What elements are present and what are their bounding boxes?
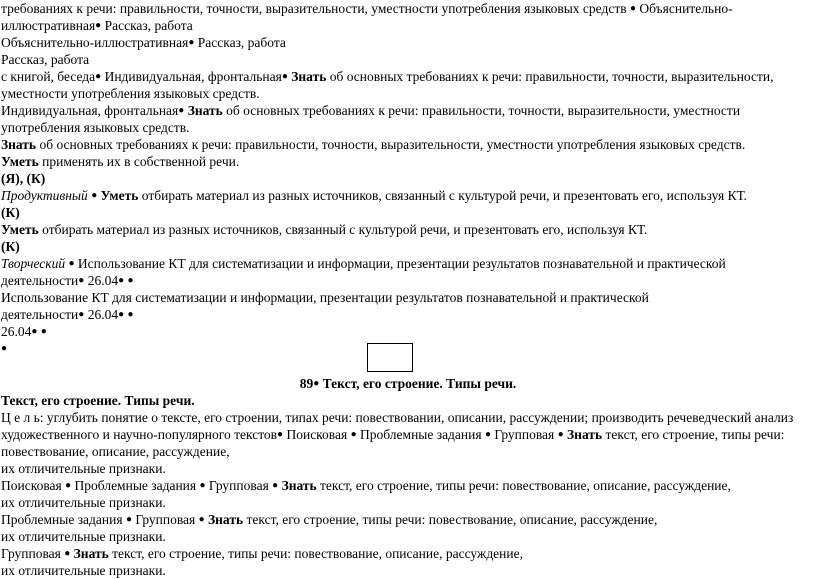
- text-line: [1, 545, 523, 562]
- text-line: [1, 340, 7, 357]
- text: 26.04: [1, 324, 32, 339]
- bullet-icon: ●: [629, 3, 637, 14]
- section-heading: [0, 375, 816, 392]
- bullet-icon: ●: [65, 480, 72, 491]
- text: об основных требованиях к речи: правильности, точности, выразительности,: [326, 69, 774, 84]
- bold-text: (К): [1, 205, 20, 220]
- text: отбирать материал из разных источников, связанный с культурой речи, и презентовать его, используя КТ.: [138, 188, 747, 203]
- text-line: [1, 204, 20, 221]
- text: художественного и научно-популярного текстов: [1, 427, 278, 442]
- bold-text: Уметь: [1, 154, 39, 169]
- text-line: [1, 34, 286, 51]
- text: Индивидуальная, фронтальная: [1, 103, 179, 118]
- text-line: [1, 409, 793, 426]
- text-line: [1, 68, 774, 85]
- text-line: [1, 272, 134, 289]
- italic-text: Продуктивный: [1, 188, 88, 203]
- text: их отличительные признаки.: [1, 563, 166, 578]
- empty-box: [367, 343, 413, 372]
- text: Использование КТ для систематизации и информации, презентации результатов познавательной и практической: [1, 290, 649, 305]
- text: требованиях к речи: правильности, точности, выразительности, уместности употребления языковых средств: [1, 1, 627, 16]
- bullet-icon: ●: [95, 20, 102, 31]
- text-line: [1, 153, 239, 170]
- text-line: [1, 392, 195, 409]
- bullet-icon: ●: [64, 548, 71, 559]
- text: их отличительные признаки.: [1, 461, 166, 476]
- text: повествование, описание, рассуждение,: [1, 444, 230, 459]
- bold-text: Знать: [184, 103, 223, 118]
- text-line: [1, 119, 190, 136]
- text: текст, его строение, типы речи:: [602, 427, 785, 442]
- bullet-icon: ●: [118, 275, 125, 286]
- bold-text: Текст, его строение. Типы речи.: [1, 393, 195, 408]
- text: уместности употребления языковых средств.: [1, 86, 260, 101]
- bullet-icon: ●: [484, 429, 491, 440]
- text-line: [1, 494, 166, 511]
- text-line: [1, 85, 260, 102]
- bullet-icon: ●: [272, 480, 279, 491]
- bullet-icon: ●: [118, 309, 125, 320]
- text: Рассказ, работа: [194, 35, 286, 50]
- text-line: [1, 0, 733, 17]
- bullet-icon: ●: [78, 309, 85, 320]
- text: 26.04: [84, 273, 119, 288]
- text: Рассказ, работа: [101, 18, 193, 33]
- bold-text: (К): [1, 239, 20, 254]
- bullet-icon: ●: [68, 258, 75, 269]
- bullet-icon: ●: [277, 429, 284, 440]
- bullet-icon: ●: [91, 190, 98, 201]
- italic-text: Творческий: [1, 256, 66, 271]
- bold-text: Знать: [1, 137, 37, 152]
- text: об основных требованиях к речи: правильности, точности, выразительности, уместности: [222, 103, 741, 118]
- text: употребления языковых средств.: [1, 120, 190, 135]
- bullet-icon: ●: [178, 105, 185, 116]
- text: об основных требованиях к речи: правильности, точности, выразительности, уместности употребления языковых средств.: [36, 137, 746, 152]
- text-line: [1, 528, 166, 545]
- text: применять их в собственной речи.: [38, 154, 240, 169]
- text: Групповая: [1, 546, 61, 561]
- text-line: [1, 443, 230, 460]
- text: Групповая: [131, 512, 196, 527]
- heading-text: Текст, его строение. Типы речи.: [319, 376, 517, 391]
- bullet-icon: ●: [127, 275, 134, 286]
- text-line: [1, 170, 45, 187]
- bullet-icon: ●: [557, 429, 564, 440]
- bullet-icon: ●: [199, 480, 206, 491]
- text-line: [1, 238, 20, 255]
- text: Проблемные задания: [1, 512, 123, 527]
- text-line: [1, 511, 657, 528]
- text-line: [1, 477, 731, 494]
- text: с книгой, беседа: [1, 69, 96, 84]
- text-line: [1, 51, 89, 68]
- text-line: [1, 426, 784, 443]
- text: деятельности: [1, 273, 79, 288]
- text-line: [1, 460, 166, 477]
- bullet-icon: ●: [127, 309, 134, 320]
- text: текст, его строение, типы речи: повествование, описание, рассуждение,: [108, 546, 523, 561]
- text: их отличительные признаки.: [1, 529, 166, 544]
- text: Поисковая: [1, 478, 62, 493]
- text-line: [1, 136, 745, 153]
- text: Объяснительно-иллюстративная: [1, 35, 189, 50]
- text-line: [1, 289, 649, 306]
- bold-text: (Я), (К): [1, 171, 46, 186]
- text-line: [1, 255, 726, 272]
- text: Групповая: [491, 427, 555, 442]
- text: Индивидуальная, фронтальная: [101, 69, 282, 84]
- text: Объяснительно-: [636, 1, 733, 16]
- text: отбирать материал из разных источников, связанный с культурой речи, и презентовать его, используя КТ.: [38, 222, 648, 237]
- text: текст, его строение, типы речи: повествование, описание, рассуждение,: [316, 478, 731, 493]
- text: Рассказ, работа: [1, 52, 90, 67]
- bullet-icon: ●: [281, 71, 288, 82]
- bold-text: Знать: [563, 427, 603, 442]
- bold-text: Уметь: [1, 222, 39, 237]
- bold-text: Знать: [70, 546, 109, 561]
- bold-text: Знать: [204, 512, 244, 527]
- bold-text: Уметь: [97, 188, 139, 203]
- bullet-icon: ●: [188, 37, 195, 48]
- text-line: [1, 306, 134, 323]
- text: Поисковая: [283, 427, 348, 442]
- text: Проблемные задания: [356, 427, 482, 442]
- bullet-icon: ●: [95, 71, 102, 82]
- text-line: [1, 187, 747, 204]
- text: Использование КТ для систематизации и информации, презентации результатов познавательной и практической: [74, 256, 726, 271]
- text-line: [1, 102, 740, 119]
- text: Групповая: [205, 478, 269, 493]
- bullet-icon: ●: [350, 429, 357, 440]
- bullet-icon: ●: [198, 514, 205, 525]
- text: Проблемные задания: [71, 478, 197, 493]
- bullet-icon: ●: [78, 275, 85, 286]
- text-line: [1, 221, 647, 238]
- text: Ц е л ь: углубить понятие о тексте, его строении, типах речи: повествовании, описании, рассуждении; производить речеведческий анализ: [1, 410, 794, 425]
- text-line: [1, 323, 47, 340]
- bullet-icon: ●: [31, 326, 38, 337]
- text: 26.04: [84, 307, 119, 322]
- bullet-icon: ●: [40, 326, 47, 337]
- bullet-icon: ●: [125, 514, 132, 525]
- text: их отличительные признаки.: [1, 495, 166, 510]
- text-line: [1, 562, 166, 579]
- text: иллюстративная: [1, 18, 96, 33]
- bold-text: Знать: [278, 478, 317, 493]
- text: деятельности: [1, 307, 79, 322]
- bullet-icon: ●: [313, 378, 320, 389]
- bold-text: Знать: [287, 69, 327, 84]
- text-line: [1, 17, 193, 34]
- text: текст, его строение, типы речи: повествование, описание, рассуждение,: [243, 512, 658, 527]
- bullet-icon: ●: [1, 343, 8, 354]
- lesson-number: 89: [299, 376, 314, 391]
